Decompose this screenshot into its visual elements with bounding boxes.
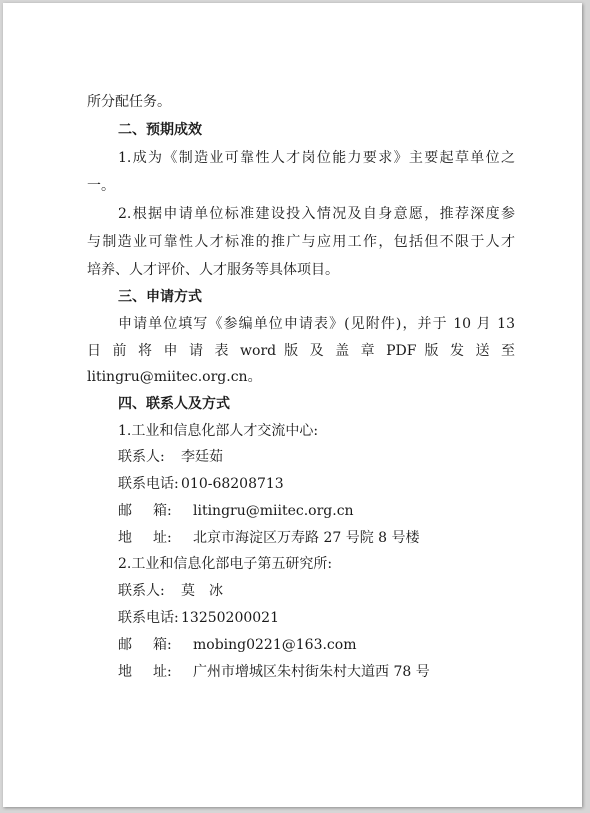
contact2-address-row [118,662,430,682]
contact-label: 联系人: [118,449,165,465]
email-link-text: litingru@miitec.org.cn。 [87,369,262,385]
contact-value: 北京市海淀区万寿路 27 号院 8 号楼 [193,530,420,546]
contact-label: 邮 箱: [118,503,172,519]
contact-label: 联系人: [118,583,165,599]
paragraph-line: 申请单位填写《参编单位申请表》(见附件)，并于 10 月 13 [118,316,515,332]
contact-label: 地 址: [118,664,172,680]
org-name-1: 1.工业和信息化部人才交流中心: [118,423,319,439]
contact-value: litingru@miitec.org.cn [193,503,354,519]
contact-label: 联系电话: [118,476,179,492]
contact-value: 广州市增城区朱村街朱村大道西 78 号 [193,664,430,680]
paragraph-line: 培养、人才评价、人才服务等具体项目。 [87,262,339,278]
paragraph-line: 与制造业可靠性人才标准的推广与应用工作，包括但不限于人才 [87,234,515,250]
contact1-person-row [118,447,223,467]
section-heading-contacts: 四、联系人及方式 [118,396,230,412]
paragraph-line: 所分配任务。 [87,94,171,110]
contact-value: 莫 冰 [181,583,223,599]
contact2-phone-row [118,608,279,628]
contact2-email-row [118,635,356,655]
contact1-phone-row [118,474,284,494]
paragraph-line: 日 前 将 申 请 表 word 版 及 盖 章 PDF 版 发 送 至 [87,343,515,359]
paragraph-line: 2.根据申请单位标准建设投入情况及自身意愿，推荐深度参 [118,206,515,222]
contact-value: 李廷茹 [181,449,223,465]
org-name-2: 2.工业和信息化部电子第五研究所: [118,556,333,572]
paragraph-line: 1.成为《制造业可靠性人才岗位能力要求》主要起草单位之 [118,150,515,166]
contact1-email-row [118,501,354,521]
section-heading-expected-results: 二、预期成效 [118,122,202,138]
contact-label: 邮 箱: [118,637,172,653]
section-heading-application-method: 三、申请方式 [118,289,202,305]
contact-value: 13250200021 [181,610,279,626]
contact2-person-row [118,581,223,601]
document-page [3,3,582,807]
contact-value: 010-68208713 [181,476,284,492]
paragraph-line: 一。 [87,178,115,194]
contact-label: 联系电话: [118,610,179,626]
contact-value: mobing0221@163.com [193,637,357,653]
contact-label: 地 址: [118,530,172,546]
contact1-address-row [118,528,420,548]
